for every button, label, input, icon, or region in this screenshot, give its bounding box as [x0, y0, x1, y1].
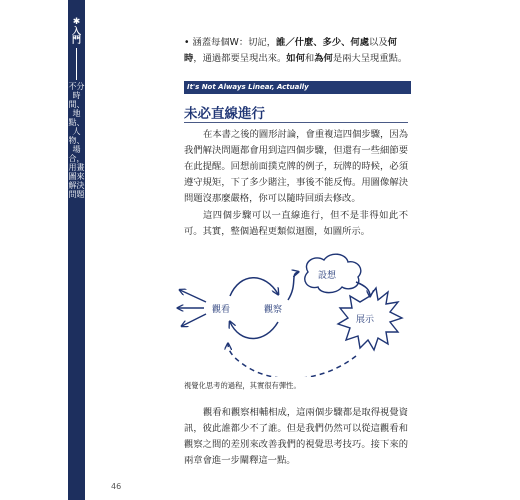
bullet-text-mid: 以及	[369, 37, 388, 48]
bullet-bold-how: 如何	[286, 53, 305, 64]
bullet-text-pre: 涵蓋每個W：切記，	[192, 37, 277, 48]
bullet-bold-why: 為何	[314, 53, 333, 64]
thinking-loop-diagram	[170, 252, 410, 377]
chapter-sidebar	[68, 0, 85, 500]
star-icon: ✱	[72, 17, 81, 27]
bullet-mark: •	[184, 37, 190, 48]
bullet-text-mid2: ，通過都要呈現出來。	[193, 53, 287, 64]
bullet-text-post: 是兩大呈現重點。	[332, 53, 408, 64]
sidebar-text	[68, 18, 85, 199]
bullet-bold-when: 何時	[184, 37, 397, 64]
heading-divider	[184, 122, 408, 123]
figure-caption: 視覺化思考的過程，其實很有彈性。	[184, 381, 301, 390]
label-imagine: 設想	[318, 271, 337, 281]
paragraph-1: 在本書之後的圖形討論，會重複這四個步驟，因為我們解決問題都會用到這四個步驟，但還有一些細節要在此提醒。回想前面撲克牌的例子，玩牌的時候，必須遵守規矩，下了多少賭注，事後不能反悔。用圖像解決問題沒那麼嚴格，你可以隨時回頭去修改。	[184, 129, 408, 204]
paragraph-3: 觀看和觀察相輔相成，這兩個步驟都是取得視覺資訊，彼此誰都少不了誰。但是我們仍然可以從這觀看和觀察之間的差別來改善我們的視覺思考技巧。接下來的兩章會進一步闡釋這一點。	[184, 407, 408, 466]
return-dashed-arrow	[228, 344, 356, 377]
label-see: 觀察	[264, 305, 283, 315]
bullet-item	[184, 35, 414, 67]
section-heading: 未必直線進行	[184, 106, 265, 122]
see-to-imagine-arrow	[288, 272, 298, 300]
label-show: 展示	[356, 315, 375, 325]
sidebar-divider	[76, 48, 77, 80]
chapter-subtitle: 不分時間、地點、人物、場合，用畫圖來解決問題	[68, 82, 85, 199]
bullet-bold-who-what: 誰／什麼、多少、何處	[276, 37, 370, 48]
bullet-text-mid3: 和	[304, 53, 315, 64]
english-section-bar: It's Not Always Linear, Actually	[184, 81, 411, 94]
paragraph-2: 這四個步驟可以一直線進行，但不是非得如此不可。其實，整個過程更類似迴圈，如圖所示。	[184, 210, 408, 237]
chapter-title: 入門	[71, 27, 81, 46]
label-look: 觀看	[212, 305, 231, 315]
look-arrows	[178, 290, 206, 326]
page-number: 46	[111, 482, 122, 491]
